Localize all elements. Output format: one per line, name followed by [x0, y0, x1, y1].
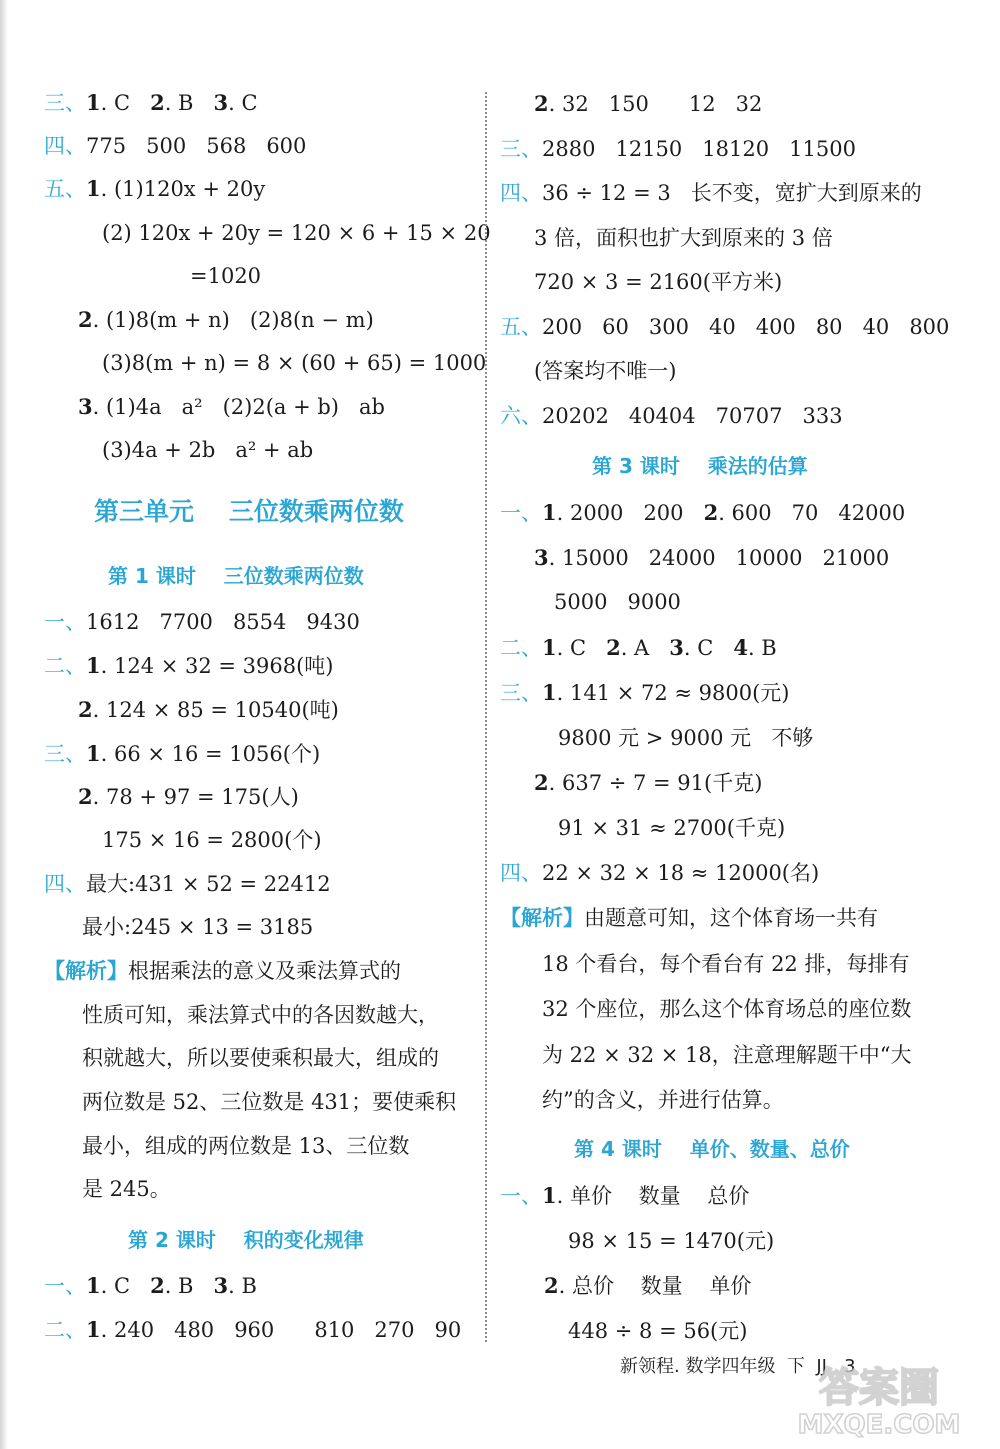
answer-line: 一、1612 7700 8554 9430	[44, 610, 360, 634]
page-edge-shadow	[0, 0, 8, 1449]
answer-line: 六、20202 40404 70707 333	[500, 404, 843, 428]
lesson-title: 第 2 课时 积的变化规律	[128, 1228, 364, 1252]
page-footer: 新领程. 数学四年级 下 JJ 3	[620, 1356, 856, 1377]
answer-line: 3. (1)4a a² (2)2(a + b) ab	[78, 394, 385, 419]
answer-line: =1020	[190, 264, 262, 288]
answer-line: 二、1. C 2. A 3. C 4. B	[500, 635, 777, 660]
answer-line: 一、1. C 2. B 3. B	[44, 1273, 257, 1298]
analysis-line: 18 个看台，每个看台有 22 排，每排有	[542, 952, 910, 976]
answer-line: 5000 9000	[554, 590, 681, 614]
lesson-title: 第 1 课时 三位数乘两位数	[108, 564, 364, 588]
analysis-line: 两位数是 52、三位数是 431；要使乘积	[82, 1090, 457, 1114]
answer-line: 2. 124 × 85 = 10540(吨)	[78, 697, 339, 722]
answer-line: 2. 637 ÷ 7 = 91(千克)	[534, 770, 763, 795]
answer-line: 一、1. 单价 数量 总价	[500, 1183, 750, 1208]
analysis-line: 积就越大，所以要使乘积最大，组成的	[82, 1046, 439, 1070]
answer-line: 三、1. 66 × 16 = 1056(个)	[44, 741, 321, 766]
answer-line: 四、36 ÷ 12 = 3 长不变，宽扩大到原来的	[500, 181, 922, 205]
analysis-line: 【解析】根据乘法的意义及乘法算式的	[44, 958, 401, 983]
answer-line: 四、最大:431 × 52 = 22412	[44, 872, 331, 896]
answer-line: 三、1. 141 × 72 ≈ 9800(元)	[500, 680, 790, 705]
answer-line: (3)8(m + n) = 8 × (60 + 65) = 1000	[102, 351, 487, 375]
answer-line: 五、200 60 300 40 400 80 40 800	[500, 315, 950, 339]
answer-line: 3. 15000 24000 10000 21000	[534, 545, 890, 570]
answer-line: 9800 元 > 9000 元 不够	[558, 726, 814, 750]
column-divider	[485, 92, 487, 1342]
analysis-line: 约”的含义，并进行估算。	[542, 1088, 784, 1112]
answer-line: 91 × 31 ≈ 2700(千克)	[558, 816, 786, 840]
answer-line: 三、2880 12150 18120 11500	[500, 137, 856, 161]
answer-line: (答案均不唯一)	[534, 359, 677, 383]
answer-line: 2. 78 + 97 = 175(人)	[78, 784, 299, 809]
answer-line: 最小:245 × 13 = 3185	[82, 915, 314, 939]
answer-line: 448 ÷ 8 = 56(元)	[568, 1319, 748, 1343]
answer-line: 720 × 3 = 2160(平方米)	[534, 270, 783, 294]
answer-line: 二、1. 124 × 32 = 3968(吨)	[44, 653, 334, 678]
watermark-logo	[774, 1355, 984, 1441]
answer-line: 一、1. 2000 200 2. 600 70 42000	[500, 500, 906, 525]
watermark-bottom: MXQE.COM	[797, 1410, 961, 1440]
answer-line: 2. 总价 数量 单价	[544, 1273, 752, 1298]
answer-line: 2. 32 150 12 32	[534, 91, 763, 116]
unit-title: 第三单元 三位数乘两位数	[94, 497, 404, 526]
answer-line: 98 × 15 = 1470(元)	[568, 1229, 775, 1253]
lesson-title: 第 4 课时 单价、数量、总价	[574, 1137, 850, 1161]
analysis-line: 最小，组成的两位数是 13、三位数	[82, 1134, 410, 1158]
answer-line: 三、1. C 2. B 3. C	[44, 90, 258, 115]
watermark-top: 答案圈	[819, 1365, 939, 1411]
answer-line: 3 倍，面积也扩大到原来的 3 倍	[534, 226, 833, 250]
analysis-line: 32 个座位，那么这个体育场总的座位数	[542, 997, 912, 1021]
answer-line: 五、1. (1)120x + 20y	[44, 176, 266, 201]
answer-line: 二、1. 240 480 960 810 270 90	[44, 1317, 462, 1342]
lesson-title: 第 3 课时 乘法的估算	[592, 454, 808, 478]
analysis-line: 为 22 × 32 × 18，注意理解题干中“大	[542, 1043, 912, 1067]
answer-line: 2. (1)8(m + n) (2)8(n − m)	[78, 307, 374, 332]
answer-line: 四、22 × 32 × 18 ≈ 12000(名)	[500, 861, 820, 885]
analysis-line: 【解析】由题意可知，这个体育场一共有	[500, 905, 878, 930]
answer-line: 175 × 16 = 2800(个)	[102, 828, 322, 852]
answer-line: (2) 120x + 20y = 120 × 6 + 15 × 20	[102, 221, 491, 245]
answer-line: 四、775 500 568 600	[44, 134, 307, 158]
answer-line: (3)4a + 2b a² + ab	[102, 438, 314, 462]
analysis-line: 性质可知，乘法算式中的各因数越大，	[82, 1003, 439, 1027]
analysis-line: 是 245。	[82, 1177, 171, 1201]
